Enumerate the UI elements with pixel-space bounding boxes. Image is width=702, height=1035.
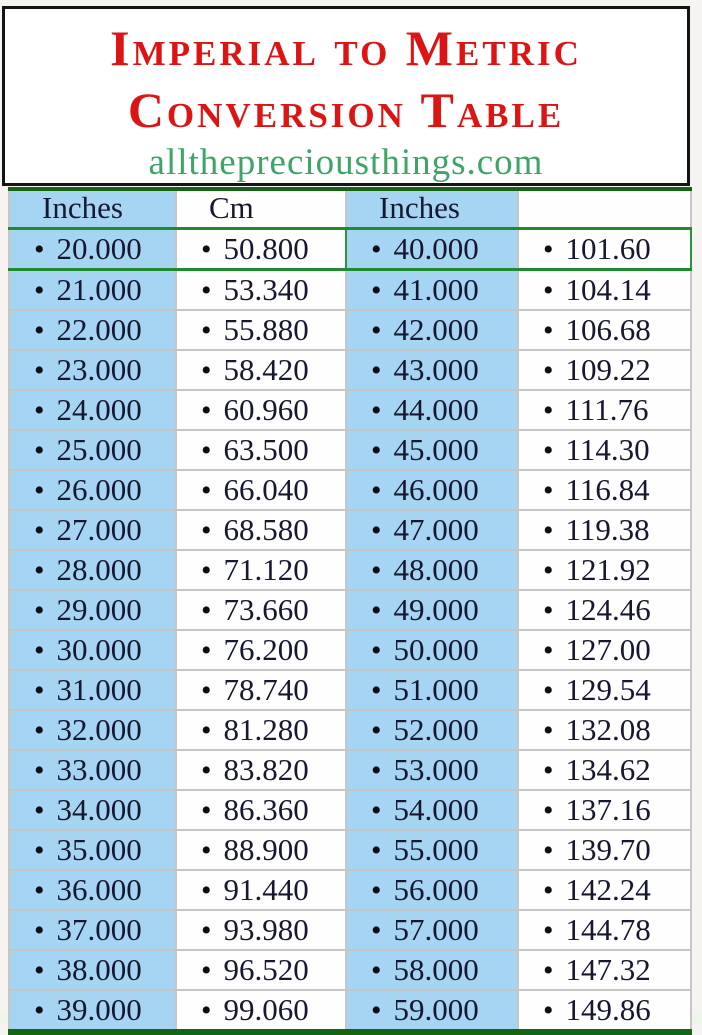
- table-cell: [518, 990, 691, 1032]
- bullet-icon: •: [371, 314, 382, 347]
- bullet-icon: •: [543, 994, 554, 1027]
- bullet-icon: •: [34, 794, 45, 827]
- table-cell: [346, 830, 518, 870]
- bullet-icon: •: [371, 674, 382, 707]
- cell-value: 46.000: [393, 472, 479, 507]
- bullet-icon: •: [371, 794, 382, 827]
- bullet-icon: •: [34, 634, 45, 667]
- table-cell: [9, 390, 176, 430]
- bullet-icon: •: [371, 874, 382, 907]
- cell-value: 58.000: [393, 952, 479, 987]
- cell-value: 53.340: [223, 272, 309, 307]
- header-box: [2, 6, 690, 186]
- bullet-icon: •: [34, 914, 45, 947]
- cell-value: 111.76: [565, 392, 649, 427]
- website-url: allthepreciousthings.com: [148, 142, 544, 183]
- table-cell: [176, 790, 346, 830]
- table-row: [9, 350, 691, 390]
- table-cell: [176, 270, 346, 311]
- table-cell: [9, 910, 176, 950]
- cell-value: 132.08: [565, 712, 651, 747]
- bullet-icon: •: [34, 674, 45, 707]
- cell-value: 45.000: [393, 432, 479, 467]
- cell-value: 35.000: [56, 832, 142, 867]
- cell-value: 124.46: [565, 592, 651, 627]
- bullet-icon: •: [34, 314, 45, 347]
- cell-value: 114.30: [565, 432, 650, 467]
- cell-value: 76.200: [223, 632, 309, 667]
- bullet-icon: •: [201, 834, 212, 867]
- bullet-icon: •: [371, 274, 382, 307]
- table-cell: [518, 390, 691, 430]
- cell-value: 40.000: [393, 231, 479, 266]
- table-cell: [346, 550, 518, 590]
- bullet-icon: •: [543, 274, 554, 307]
- table-row: [9, 990, 691, 1032]
- cell-value: 55.880: [223, 312, 309, 347]
- cell-value: 66.040: [223, 472, 309, 507]
- table-cell: [176, 870, 346, 910]
- bullet-icon: •: [201, 594, 212, 627]
- table-cell: [518, 350, 691, 390]
- bullet-icon: •: [34, 434, 45, 467]
- cell-value: 109.22: [565, 352, 651, 387]
- bullet-icon: •: [371, 714, 382, 747]
- cell-value: 51.000: [393, 672, 479, 707]
- table-cell: [518, 910, 691, 950]
- bullet-icon: •: [371, 474, 382, 507]
- table-row: [9, 390, 691, 430]
- bullet-icon: •: [543, 674, 554, 707]
- bullet-icon: •: [543, 914, 554, 947]
- cell-value: 28.000: [56, 552, 142, 587]
- bullet-icon: •: [201, 314, 212, 347]
- cell-value: 78.740: [223, 672, 309, 707]
- table-cell: [9, 229, 176, 270]
- title-line-2: Conversion Table: [127, 82, 565, 138]
- table-cell: [518, 950, 691, 990]
- table-cell: [346, 590, 518, 630]
- bullet-icon: •: [543, 434, 554, 467]
- cell-value: 121.92: [565, 552, 651, 587]
- cell-value: 37.000: [56, 912, 142, 947]
- cell-value: 56.000: [393, 872, 479, 907]
- bullet-icon: •: [34, 514, 45, 547]
- table-cell: [346, 870, 518, 910]
- cell-value: 24.000: [56, 392, 142, 427]
- bullet-icon: •: [34, 834, 45, 867]
- table-cell: [9, 870, 176, 910]
- cell-value: 26.000: [56, 472, 142, 507]
- cell-value: 33.000: [56, 752, 142, 787]
- table-row: [9, 910, 691, 950]
- table-cell: [9, 470, 176, 510]
- cell-value: 39.000: [56, 992, 142, 1027]
- bullet-icon: •: [201, 794, 212, 827]
- table-cell: [518, 510, 691, 550]
- bullet-icon: •: [543, 634, 554, 667]
- bullet-icon: •: [201, 914, 212, 947]
- table-row: [9, 310, 691, 350]
- cell-value: 137.16: [565, 792, 651, 827]
- cell-value: 147.32: [565, 952, 651, 987]
- bullet-icon: •: [34, 474, 45, 507]
- table-row: [9, 750, 691, 790]
- table-cell: [176, 750, 346, 790]
- table-cell: [9, 350, 176, 390]
- table-cell: [518, 870, 691, 910]
- bullet-icon: •: [34, 594, 45, 627]
- cell-value: 101.60: [565, 231, 651, 266]
- cell-value: 96.520: [223, 952, 309, 987]
- table-row: [9, 430, 691, 470]
- bullet-icon: •: [201, 954, 212, 987]
- cell-value: 83.820: [223, 752, 309, 787]
- bullet-icon: •: [201, 874, 212, 907]
- table-cell: [9, 670, 176, 710]
- bullet-icon: •: [34, 874, 45, 907]
- table-row: [9, 830, 691, 870]
- cell-value: 139.70: [565, 832, 651, 867]
- table-cell: [9, 270, 176, 311]
- cell-value: 91.440: [223, 872, 309, 907]
- table-row: [9, 710, 691, 750]
- table-row: [9, 670, 691, 710]
- table-cell: [518, 630, 691, 670]
- table-cell: [518, 430, 691, 470]
- table-cell: [518, 750, 691, 790]
- bullet-icon: •: [201, 434, 212, 467]
- table-cell: [346, 950, 518, 990]
- table-cell: [9, 830, 176, 870]
- column-header-inches-left: Inches: [9, 189, 176, 229]
- bullet-icon: •: [543, 754, 554, 787]
- column-header-inches-right: Inches: [346, 189, 518, 229]
- bullet-icon: •: [371, 594, 382, 627]
- table-cell: [176, 550, 346, 590]
- bullet-icon: •: [543, 954, 554, 987]
- table-cell: [176, 350, 346, 390]
- cell-value: 149.86: [565, 992, 651, 1027]
- cell-value: 144.78: [565, 912, 651, 947]
- table-cell: [346, 270, 518, 311]
- cell-value: 52.000: [393, 712, 479, 747]
- table-row: [9, 870, 691, 910]
- table-cell: [518, 670, 691, 710]
- bullet-icon: •: [371, 994, 382, 1027]
- bullet-icon: •: [201, 233, 212, 266]
- cell-value: 43.000: [393, 352, 479, 387]
- cell-value: 68.580: [223, 512, 309, 547]
- bullet-icon: •: [543, 834, 554, 867]
- bullet-icon: •: [371, 394, 382, 427]
- cell-value: 36.000: [56, 872, 142, 907]
- cell-value: 59.000: [393, 992, 479, 1027]
- bullet-icon: •: [34, 354, 45, 387]
- cell-value: 60.960: [223, 392, 309, 427]
- bullet-icon: •: [34, 994, 45, 1027]
- table-cell: [346, 630, 518, 670]
- table-cell: [518, 310, 691, 350]
- cell-value: 58.420: [223, 352, 309, 387]
- table-cell: [346, 350, 518, 390]
- table-cell: [346, 390, 518, 430]
- table-cell: [346, 470, 518, 510]
- table-cell: [176, 229, 346, 270]
- table-cell: [176, 830, 346, 870]
- table-cell: [176, 950, 346, 990]
- cell-value: 129.54: [565, 672, 651, 707]
- table-cell: [9, 510, 176, 550]
- cell-value: 29.000: [56, 592, 142, 627]
- bullet-icon: •: [371, 554, 382, 587]
- table-cell: [518, 790, 691, 830]
- cell-value: 42.000: [393, 312, 479, 347]
- cell-value: 30.000: [56, 632, 142, 667]
- cell-value: 73.660: [223, 592, 309, 627]
- table-row: [9, 630, 691, 670]
- table-header-row: [9, 189, 691, 229]
- table-row: [9, 590, 691, 630]
- bullet-icon: •: [371, 514, 382, 547]
- cell-value: 49.000: [393, 592, 479, 627]
- table-cell: [176, 470, 346, 510]
- bullet-icon: •: [34, 274, 45, 307]
- cell-value: 22.000: [56, 312, 142, 347]
- table-cell: [176, 710, 346, 750]
- table-cell: [9, 710, 176, 750]
- cell-value: 93.980: [223, 912, 309, 947]
- cell-value: 48.000: [393, 552, 479, 587]
- table-row: [9, 950, 691, 990]
- bullet-icon: •: [201, 274, 212, 307]
- bullet-icon: •: [543, 714, 554, 747]
- bullet-icon: •: [34, 954, 45, 987]
- bullet-icon: •: [371, 914, 382, 947]
- table-cell: [9, 310, 176, 350]
- table-cell: [9, 590, 176, 630]
- column-header-cm-left: Cm: [176, 189, 346, 229]
- cell-value: 21.000: [56, 272, 142, 307]
- cell-value: 44.000: [393, 392, 479, 427]
- bullet-icon: •: [201, 634, 212, 667]
- bullet-icon: •: [543, 233, 554, 266]
- table-cell: [346, 910, 518, 950]
- bullet-icon: •: [371, 434, 382, 467]
- bullet-icon: •: [371, 634, 382, 667]
- table-cell: [9, 950, 176, 990]
- title-line-1: Imperial to Metric: [110, 20, 582, 76]
- cell-value: 47.000: [393, 512, 479, 547]
- table-cell: [9, 990, 176, 1032]
- bullet-icon: •: [543, 314, 554, 347]
- table-cell: [9, 750, 176, 790]
- table-cell: [518, 590, 691, 630]
- cell-value: 34.000: [56, 792, 142, 827]
- table-cell: [346, 310, 518, 350]
- cell-value: 23.000: [56, 352, 142, 387]
- table-cell: [176, 590, 346, 630]
- table-cell: [346, 790, 518, 830]
- table-cell: [176, 990, 346, 1032]
- bullet-icon: •: [543, 794, 554, 827]
- cell-value: 127.00: [565, 632, 651, 667]
- cell-value: 41.000: [393, 272, 479, 307]
- bullet-icon: •: [201, 714, 212, 747]
- cell-value: 63.500: [223, 432, 309, 467]
- cell-value: 25.000: [56, 432, 142, 467]
- conversion-table: [8, 187, 692, 1035]
- cell-value: 27.000: [56, 512, 142, 547]
- bullet-icon: •: [34, 233, 45, 266]
- cell-value: 88.900: [223, 832, 309, 867]
- table-cell: [518, 229, 691, 270]
- table-cell: [346, 510, 518, 550]
- cell-value: 116.84: [565, 472, 650, 507]
- bullet-icon: •: [543, 394, 554, 427]
- table-cell: [176, 390, 346, 430]
- bullet-icon: •: [543, 354, 554, 387]
- bullet-icon: •: [543, 594, 554, 627]
- bullet-icon: •: [543, 554, 554, 587]
- cell-value: 38.000: [56, 952, 142, 987]
- bullet-icon: •: [201, 554, 212, 587]
- cell-value: 55.000: [393, 832, 479, 867]
- table-cell: [9, 630, 176, 670]
- cell-value: 20.000: [56, 231, 142, 266]
- cell-value: 86.360: [223, 792, 309, 827]
- bullet-icon: •: [371, 834, 382, 867]
- table-cell: [518, 550, 691, 590]
- cell-value: 142.24: [565, 872, 651, 907]
- cell-value: 134.62: [565, 752, 651, 787]
- bullet-icon: •: [371, 233, 382, 266]
- bullet-icon: •: [201, 394, 212, 427]
- cell-value: 71.120: [223, 552, 309, 587]
- table-cell: [176, 310, 346, 350]
- cell-value: 53.000: [393, 752, 479, 787]
- bullet-icon: •: [201, 514, 212, 547]
- bullet-icon: •: [543, 474, 554, 507]
- table-row: [9, 510, 691, 550]
- table-row: [9, 229, 691, 270]
- bullet-icon: •: [543, 874, 554, 907]
- table-cell: [9, 790, 176, 830]
- bullet-icon: •: [543, 514, 554, 547]
- table-cell: [176, 670, 346, 710]
- bullet-icon: •: [201, 474, 212, 507]
- cell-value: 119.38: [565, 512, 650, 547]
- cell-value: 57.000: [393, 912, 479, 947]
- bullet-icon: •: [34, 554, 45, 587]
- bullet-icon: •: [371, 754, 382, 787]
- table-cell: [346, 430, 518, 470]
- cell-value: 104.14: [565, 272, 651, 307]
- table-cell: [518, 830, 691, 870]
- cell-value: 54.000: [393, 792, 479, 827]
- bullet-icon: •: [34, 394, 45, 427]
- table-row: [9, 470, 691, 510]
- cell-value: 50.000: [393, 632, 479, 667]
- table-cell: [346, 670, 518, 710]
- table-cell: [9, 550, 176, 590]
- table-cell: [346, 750, 518, 790]
- cell-value: 99.060: [223, 992, 309, 1027]
- cell-value: 81.280: [223, 712, 309, 747]
- table-cell: [518, 710, 691, 750]
- bullet-icon: •: [201, 754, 212, 787]
- bullet-icon: •: [371, 954, 382, 987]
- table-cell: [176, 630, 346, 670]
- cell-value: 106.68: [565, 312, 651, 347]
- bullet-icon: •: [34, 714, 45, 747]
- bullet-icon: •: [201, 674, 212, 707]
- table-cell: [176, 510, 346, 550]
- table-cell: [346, 990, 518, 1032]
- table-cell: [346, 710, 518, 750]
- bullet-icon: •: [201, 994, 212, 1027]
- cell-value: 31.000: [56, 672, 142, 707]
- table-row: [9, 550, 691, 590]
- cell-value: 32.000: [56, 712, 142, 747]
- bullet-icon: •: [371, 354, 382, 387]
- table-cell: [176, 910, 346, 950]
- column-header-cm-right: [518, 189, 691, 229]
- table-cell: [518, 470, 691, 510]
- table-row: [9, 790, 691, 830]
- table-row: [9, 270, 691, 311]
- bullet-icon: •: [34, 754, 45, 787]
- table-cell: [346, 229, 518, 270]
- cell-value: 50.800: [223, 231, 309, 266]
- table-cell: [9, 430, 176, 470]
- table-cell: [518, 270, 691, 311]
- bullet-icon: •: [201, 354, 212, 387]
- table-cell: [176, 430, 346, 470]
